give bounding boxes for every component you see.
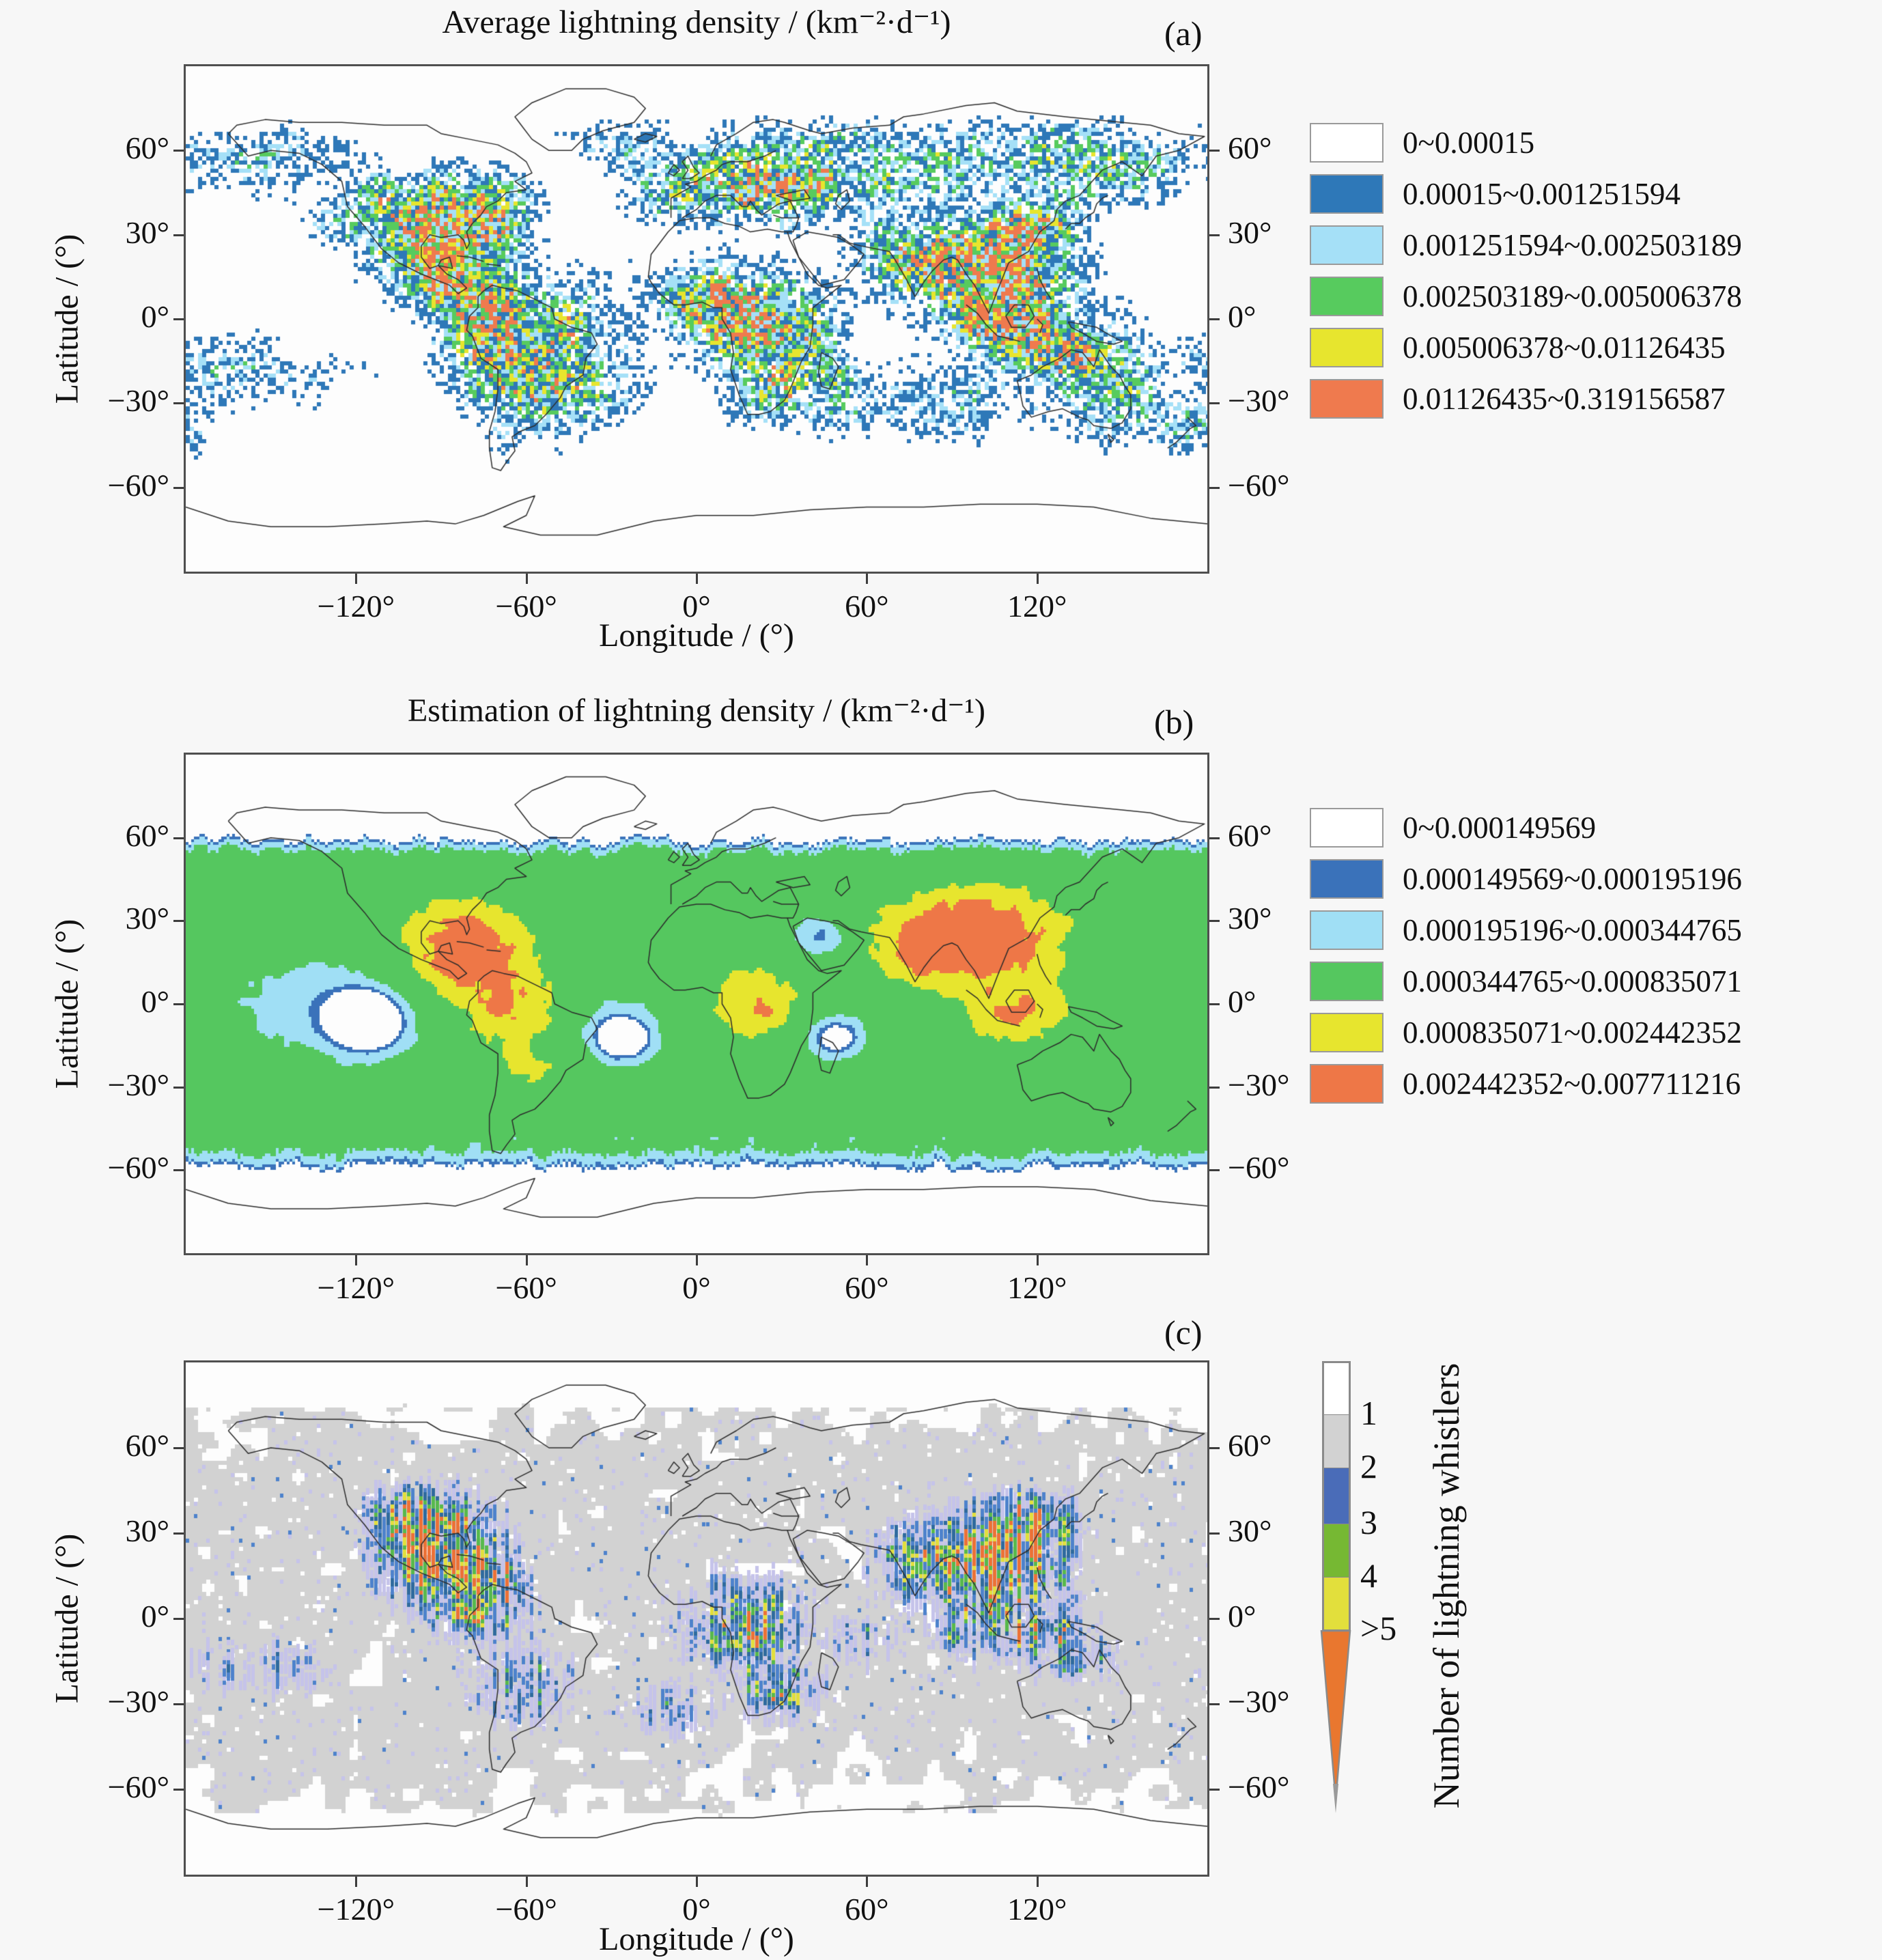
legend-a-label: 0.005006378~0.01126435: [1403, 331, 1726, 365]
legend-b-swatch: [1310, 859, 1384, 899]
y-tick-label-right-b: 60°: [1228, 817, 1272, 853]
x-tick-b: [355, 1255, 357, 1265]
y-tick-label-left-a: 30°: [125, 214, 169, 250]
y-tick-right-b: [1209, 1003, 1220, 1005]
y-tick-label-left-a: 0°: [141, 299, 169, 334]
x-tick-b: [1037, 1255, 1039, 1265]
y-tick-label-right-b: 30°: [1228, 901, 1272, 936]
colorbar-segment: [1322, 1468, 1351, 1524]
y-tick-label-right-c: 60°: [1228, 1428, 1272, 1463]
x-tick-label-c: −120°: [317, 1892, 395, 1927]
panel-a-xlabel: Longitude / (°): [599, 617, 794, 654]
y-tick-left-a: [173, 402, 184, 404]
y-tick-label-right-b: −30°: [1228, 1067, 1290, 1102]
y-tick-right-b: [1209, 837, 1220, 839]
colorbar-segment: [1322, 1524, 1351, 1578]
x-tick-c: [355, 1877, 357, 1887]
x-tick-b: [696, 1255, 698, 1265]
y-tick-label-right-c: −30°: [1228, 1684, 1290, 1719]
y-tick-left-c: [173, 1532, 184, 1535]
y-tick-label-right-a: 0°: [1228, 299, 1256, 334]
legend-a-label: 0.001251594~0.002503189: [1403, 228, 1742, 262]
panel-b-title: Estimation of lightning density / (km⁻²·d⁻¹): [407, 692, 986, 729]
colorbar-segment: [1322, 1415, 1351, 1468]
y-tick-label-left-a: −60°: [107, 467, 169, 503]
legend-b-label: 0.000149569~0.000195196: [1403, 862, 1742, 896]
y-tick-left-c: [173, 1618, 184, 1620]
y-tick-label-right-b: −60°: [1228, 1150, 1290, 1186]
y-tick-right-b: [1209, 920, 1220, 922]
y-tick-label-left-a: −30°: [107, 383, 169, 419]
legend-b-label: 0.002442352~0.007711216: [1403, 1067, 1741, 1101]
y-tick-label-right-c: 0°: [1228, 1599, 1256, 1634]
y-tick-right-a: [1209, 487, 1220, 489]
y-tick-label-left-b: 30°: [125, 901, 169, 936]
y-tick-label-right-c: −60°: [1228, 1769, 1290, 1804]
panel-c-letter: (c): [1164, 1313, 1203, 1352]
x-tick-label-c: 0°: [682, 1892, 711, 1927]
y-tick-left-b: [173, 1169, 184, 1171]
y-tick-left-b: [173, 1003, 184, 1005]
y-tick-label-right-a: 30°: [1228, 214, 1272, 250]
legend-b-swatch: [1310, 962, 1384, 1001]
legend-a-swatch: [1310, 277, 1384, 316]
legend-a-label: 0.002503189~0.005006378: [1403, 279, 1742, 313]
legend-b-swatch: [1310, 1013, 1384, 1052]
x-tick-label-c: −60°: [495, 1892, 557, 1927]
y-tick-label-left-a: 60°: [125, 130, 169, 166]
panel-a-title: Average lightning density / (km⁻²·d⁻¹): [442, 4, 951, 40]
y-tick-label-left-c: 60°: [125, 1428, 169, 1463]
x-tick-c: [1037, 1877, 1039, 1887]
map-b-canvas: [186, 755, 1207, 1253]
y-tick-label-left-c: −30°: [107, 1684, 169, 1719]
y-tick-left-b: [173, 920, 184, 922]
x-tick-b: [866, 1255, 868, 1265]
panel-b-ylabel: Latitude / (°): [48, 919, 85, 1089]
y-tick-left-a: [173, 234, 184, 236]
map-c: [184, 1360, 1209, 1877]
legend-b-label: 0.000835071~0.002442352: [1403, 1016, 1742, 1050]
y-tick-label-right-a: −30°: [1228, 383, 1290, 419]
legend-a-swatch: [1310, 225, 1384, 265]
panel-c-ylabel: Latitude / (°): [48, 1533, 85, 1704]
y-tick-label-left-c: −60°: [107, 1769, 169, 1804]
map-b: [184, 753, 1209, 1255]
legend-b-label: 0.000195196~0.000344765: [1403, 913, 1742, 947]
x-tick-a: [526, 574, 528, 584]
legend-a-swatch: [1310, 379, 1384, 419]
legend-b-swatch: [1310, 910, 1384, 950]
x-tick-a: [696, 574, 698, 584]
colorbar-segment: [1322, 1578, 1351, 1630]
x-tick-label-a: 60°: [845, 589, 889, 624]
panel-b-letter: (b): [1154, 703, 1194, 741]
y-tick-left-a: [173, 487, 184, 489]
y-tick-right-b: [1209, 1169, 1220, 1171]
colorbar-tick-label: 3: [1360, 1503, 1377, 1541]
legend-a-swatch: [1310, 328, 1384, 367]
x-tick-label-b: 60°: [845, 1270, 889, 1305]
x-tick-a: [355, 574, 357, 584]
y-tick-label-left-b: 60°: [125, 817, 169, 853]
x-tick-a: [866, 574, 868, 584]
legend-a-swatch: [1310, 174, 1384, 214]
x-tick-label-b: 120°: [1007, 1270, 1067, 1305]
y-tick-label-right-c: 30°: [1228, 1513, 1272, 1548]
legend-a-swatch: [1310, 123, 1384, 163]
y-tick-left-a: [173, 318, 184, 320]
y-tick-right-c: [1209, 1789, 1220, 1791]
y-tick-right-a: [1209, 402, 1220, 404]
y-tick-left-c: [173, 1447, 184, 1449]
colorbar-tick-label: >5: [1360, 1609, 1397, 1647]
y-tick-left-c: [173, 1703, 184, 1705]
legend-a-label: 0.00015~0.001251594: [1403, 177, 1681, 211]
y-tick-label-right-a: 60°: [1228, 130, 1272, 166]
y-tick-label-left-b: −30°: [107, 1067, 169, 1102]
colorbar-tick-label: 1: [1360, 1394, 1377, 1432]
map-a: [184, 64, 1209, 574]
x-tick-label-a: −120°: [317, 589, 395, 624]
legend-a-label: 0~0.00015: [1403, 126, 1535, 160]
y-tick-right-c: [1209, 1532, 1220, 1535]
colorbar-tick-label: 4: [1360, 1556, 1377, 1595]
y-tick-label-left-c: 30°: [125, 1513, 169, 1548]
y-tick-label-right-a: −60°: [1228, 467, 1290, 503]
panel-c-xlabel: Longitude / (°): [599, 1921, 794, 1957]
map-a-canvas: [186, 66, 1207, 572]
colorbar-segment: [1322, 1361, 1351, 1417]
x-tick-c: [866, 1877, 868, 1887]
y-tick-right-c: [1209, 1447, 1220, 1449]
colorbar-title: Number of lightning whistlers: [1426, 1362, 1467, 1809]
x-tick-label-b: −120°: [317, 1270, 395, 1305]
y-tick-label-right-b: 0°: [1228, 984, 1256, 1019]
x-tick-label-b: −60°: [495, 1270, 557, 1305]
y-tick-label-left-c: 0°: [141, 1599, 169, 1634]
y-tick-left-b: [173, 1087, 184, 1089]
y-tick-right-c: [1209, 1703, 1220, 1705]
x-tick-label-a: −60°: [495, 589, 557, 624]
colorbar-arrow-tip: [1320, 1630, 1353, 1825]
y-tick-right-a: [1209, 150, 1220, 152]
y-tick-right-b: [1209, 1087, 1220, 1089]
y-tick-left-b: [173, 837, 184, 839]
x-tick-b: [526, 1255, 528, 1265]
panel-a-letter: (a): [1164, 14, 1203, 53]
legend-b-swatch: [1310, 808, 1384, 848]
y-tick-right-a: [1209, 318, 1220, 320]
x-tick-c: [526, 1877, 528, 1887]
legend-b-label: 0.000344765~0.000835071: [1403, 964, 1742, 998]
legend-a-label: 0.01126435~0.319156587: [1403, 382, 1726, 416]
y-tick-left-c: [173, 1789, 184, 1791]
colorbar-tick-label: 2: [1360, 1447, 1377, 1485]
x-tick-label-a: 120°: [1007, 589, 1067, 624]
x-tick-label-c: 120°: [1007, 1892, 1067, 1927]
y-tick-right-a: [1209, 234, 1220, 236]
x-tick-label-b: 0°: [682, 1270, 711, 1305]
x-tick-label-c: 60°: [845, 1892, 889, 1927]
y-tick-label-left-b: −60°: [107, 1150, 169, 1186]
x-tick-label-a: 0°: [682, 589, 711, 624]
x-tick-a: [1037, 574, 1039, 584]
map-c-canvas: [186, 1362, 1207, 1875]
y-tick-label-left-b: 0°: [141, 984, 169, 1019]
x-tick-c: [696, 1877, 698, 1887]
legend-b-label: 0~0.000149569: [1403, 811, 1597, 845]
y-tick-left-a: [173, 150, 184, 152]
panel-a-ylabel: Latitude / (°): [48, 234, 85, 404]
y-tick-right-c: [1209, 1618, 1220, 1620]
legend-b-swatch: [1310, 1064, 1384, 1104]
